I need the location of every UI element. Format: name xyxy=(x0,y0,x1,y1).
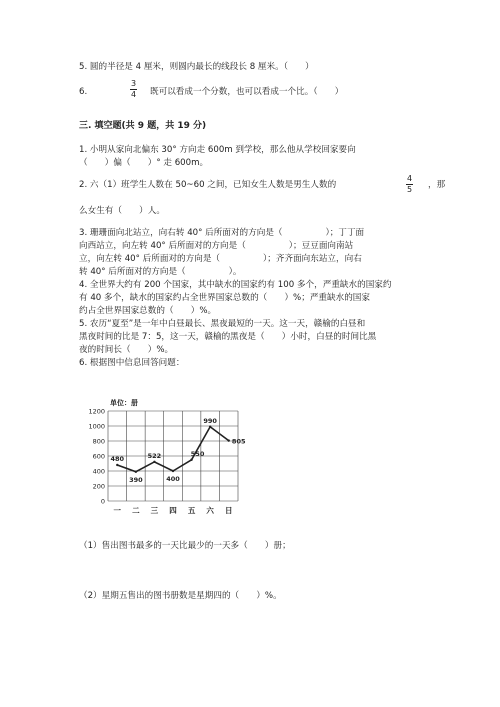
y-tick-label: 800 xyxy=(92,437,105,446)
y-tick-label: 200 xyxy=(92,482,105,491)
fill-question-5-line-1: 5. 农历“夏至”是一年中白昼最长、黑夜最短的一天。这一天，赣榆的白昼和 xyxy=(79,319,366,329)
x-tick-label: 一 xyxy=(113,506,122,515)
data-point xyxy=(209,426,211,428)
fraction-numerator: 4 xyxy=(406,174,413,183)
fill-question-3-line-1: 3. 珊珊面向北站立，向右转 40° 后所面对的方向是（ ）；丁丁面 xyxy=(79,228,365,238)
data-label: 805 xyxy=(231,437,246,446)
data-point xyxy=(172,470,174,472)
data-point xyxy=(228,439,230,441)
fill-question-2-line-1: 2. 六（1）班学生人数在 50~60 之间，已知女生人数是男生人数的 xyxy=(79,180,337,190)
fill-question-5-line-2: 黑夜时间的比是 7：5，这一天，赣榆的黑夜是（ ）小时，白昼的时间比黑 xyxy=(79,332,377,342)
x-tick-label: 二 xyxy=(132,506,140,515)
x-tick-label: 六 xyxy=(206,506,214,515)
data-label: 390 xyxy=(129,475,143,484)
x-tick-label: 五 xyxy=(187,506,196,515)
data-label: 990 xyxy=(203,416,217,425)
data-label: 522 xyxy=(147,451,162,460)
y-tick-label: 400 xyxy=(92,467,105,476)
judge-item-6-fraction xyxy=(130,80,137,99)
data-point xyxy=(153,461,155,463)
fill-question-2-line-2: 么女生有（ ）人。 xyxy=(79,206,165,216)
y-tick-label: 1200 xyxy=(88,407,105,416)
judge-item-5: 5. 圆的半径是 4 厘米，则圆内最长的线段长 8 厘米。（ ） xyxy=(79,62,314,72)
judge-item-6-number: 6. xyxy=(79,87,88,97)
fraction-numerator: 3 xyxy=(130,79,137,88)
fill-question-2-fraction xyxy=(406,175,413,194)
fill-question-4-line-1: 4. 全世界大约有 200 个国家，其中缺水的国家约有 100 多个，严重缺水的国家约 xyxy=(79,280,392,290)
data-label: 550 xyxy=(190,449,205,458)
x-tick-label: 日 xyxy=(224,506,233,515)
data-point xyxy=(135,471,137,473)
y-tick-label: 600 xyxy=(92,452,105,461)
fill-question-1-line-1: 1. 小明从家向北偏东 30° 方向走 600m 到学校，那么他从学校回家要向 xyxy=(79,145,356,155)
y-tick-label: 0 xyxy=(100,497,105,506)
x-tick-label: 三 xyxy=(150,506,159,515)
data-label: 480 xyxy=(110,455,125,463)
fill-question-4-line-3: 约占全世界国家总数的（ ）%。 xyxy=(79,306,217,316)
fill-question-3-line-3: 立，向左转 40° 后所面对的方向是（ ）；齐齐面向东站立，向右 xyxy=(79,254,362,264)
chart-question-1: （1）售出图书最多的一天比最少的一天多（ ）册； xyxy=(79,541,291,551)
fill-question-5-line-3: 夜的时间长（ ）%。 xyxy=(79,345,174,355)
data-point xyxy=(116,464,118,466)
fill-question-1-line-2: （ ）偏（ ）° 走 600m。 xyxy=(79,158,209,168)
sales-line-chart xyxy=(80,385,250,525)
fill-question-4-line-2: 有 40 多个，缺水的国家约占全世界国家总数的（ ）%；严重缺水的国家 xyxy=(79,293,370,303)
chart-question-2: （2）星期五售出的图书册数是星期四的（ ）%。 xyxy=(79,591,282,601)
data-point xyxy=(190,459,192,461)
chart-unit-label: 单位：册 xyxy=(110,399,138,407)
series-line xyxy=(117,427,228,472)
y-tick-label: 1000 xyxy=(88,422,105,431)
section-heading: 三. 填空题(共 9 题，共 19 分) xyxy=(79,121,207,131)
fill-question-3-line-4: 转 40° 后所面对的方向是（ ）。 xyxy=(79,267,242,277)
fill-question-6-line-1: 6. 根据图中信息回答问题： xyxy=(79,358,185,368)
fraction-denominator: 4 xyxy=(130,90,137,99)
fill-question-3-line-2: 向西站立，向左转 40° 后所面对的方向是（ ）；豆豆面向南站 xyxy=(79,241,354,251)
judge-item-6-text: 既可以看成一个分数，也可以看成一个比。（ ） xyxy=(150,87,344,97)
x-tick-label: 四 xyxy=(169,506,177,515)
data-label: 400 xyxy=(166,475,180,483)
fill-question-2-tail: ，那 xyxy=(428,180,446,190)
fraction-denominator: 5 xyxy=(406,185,413,194)
